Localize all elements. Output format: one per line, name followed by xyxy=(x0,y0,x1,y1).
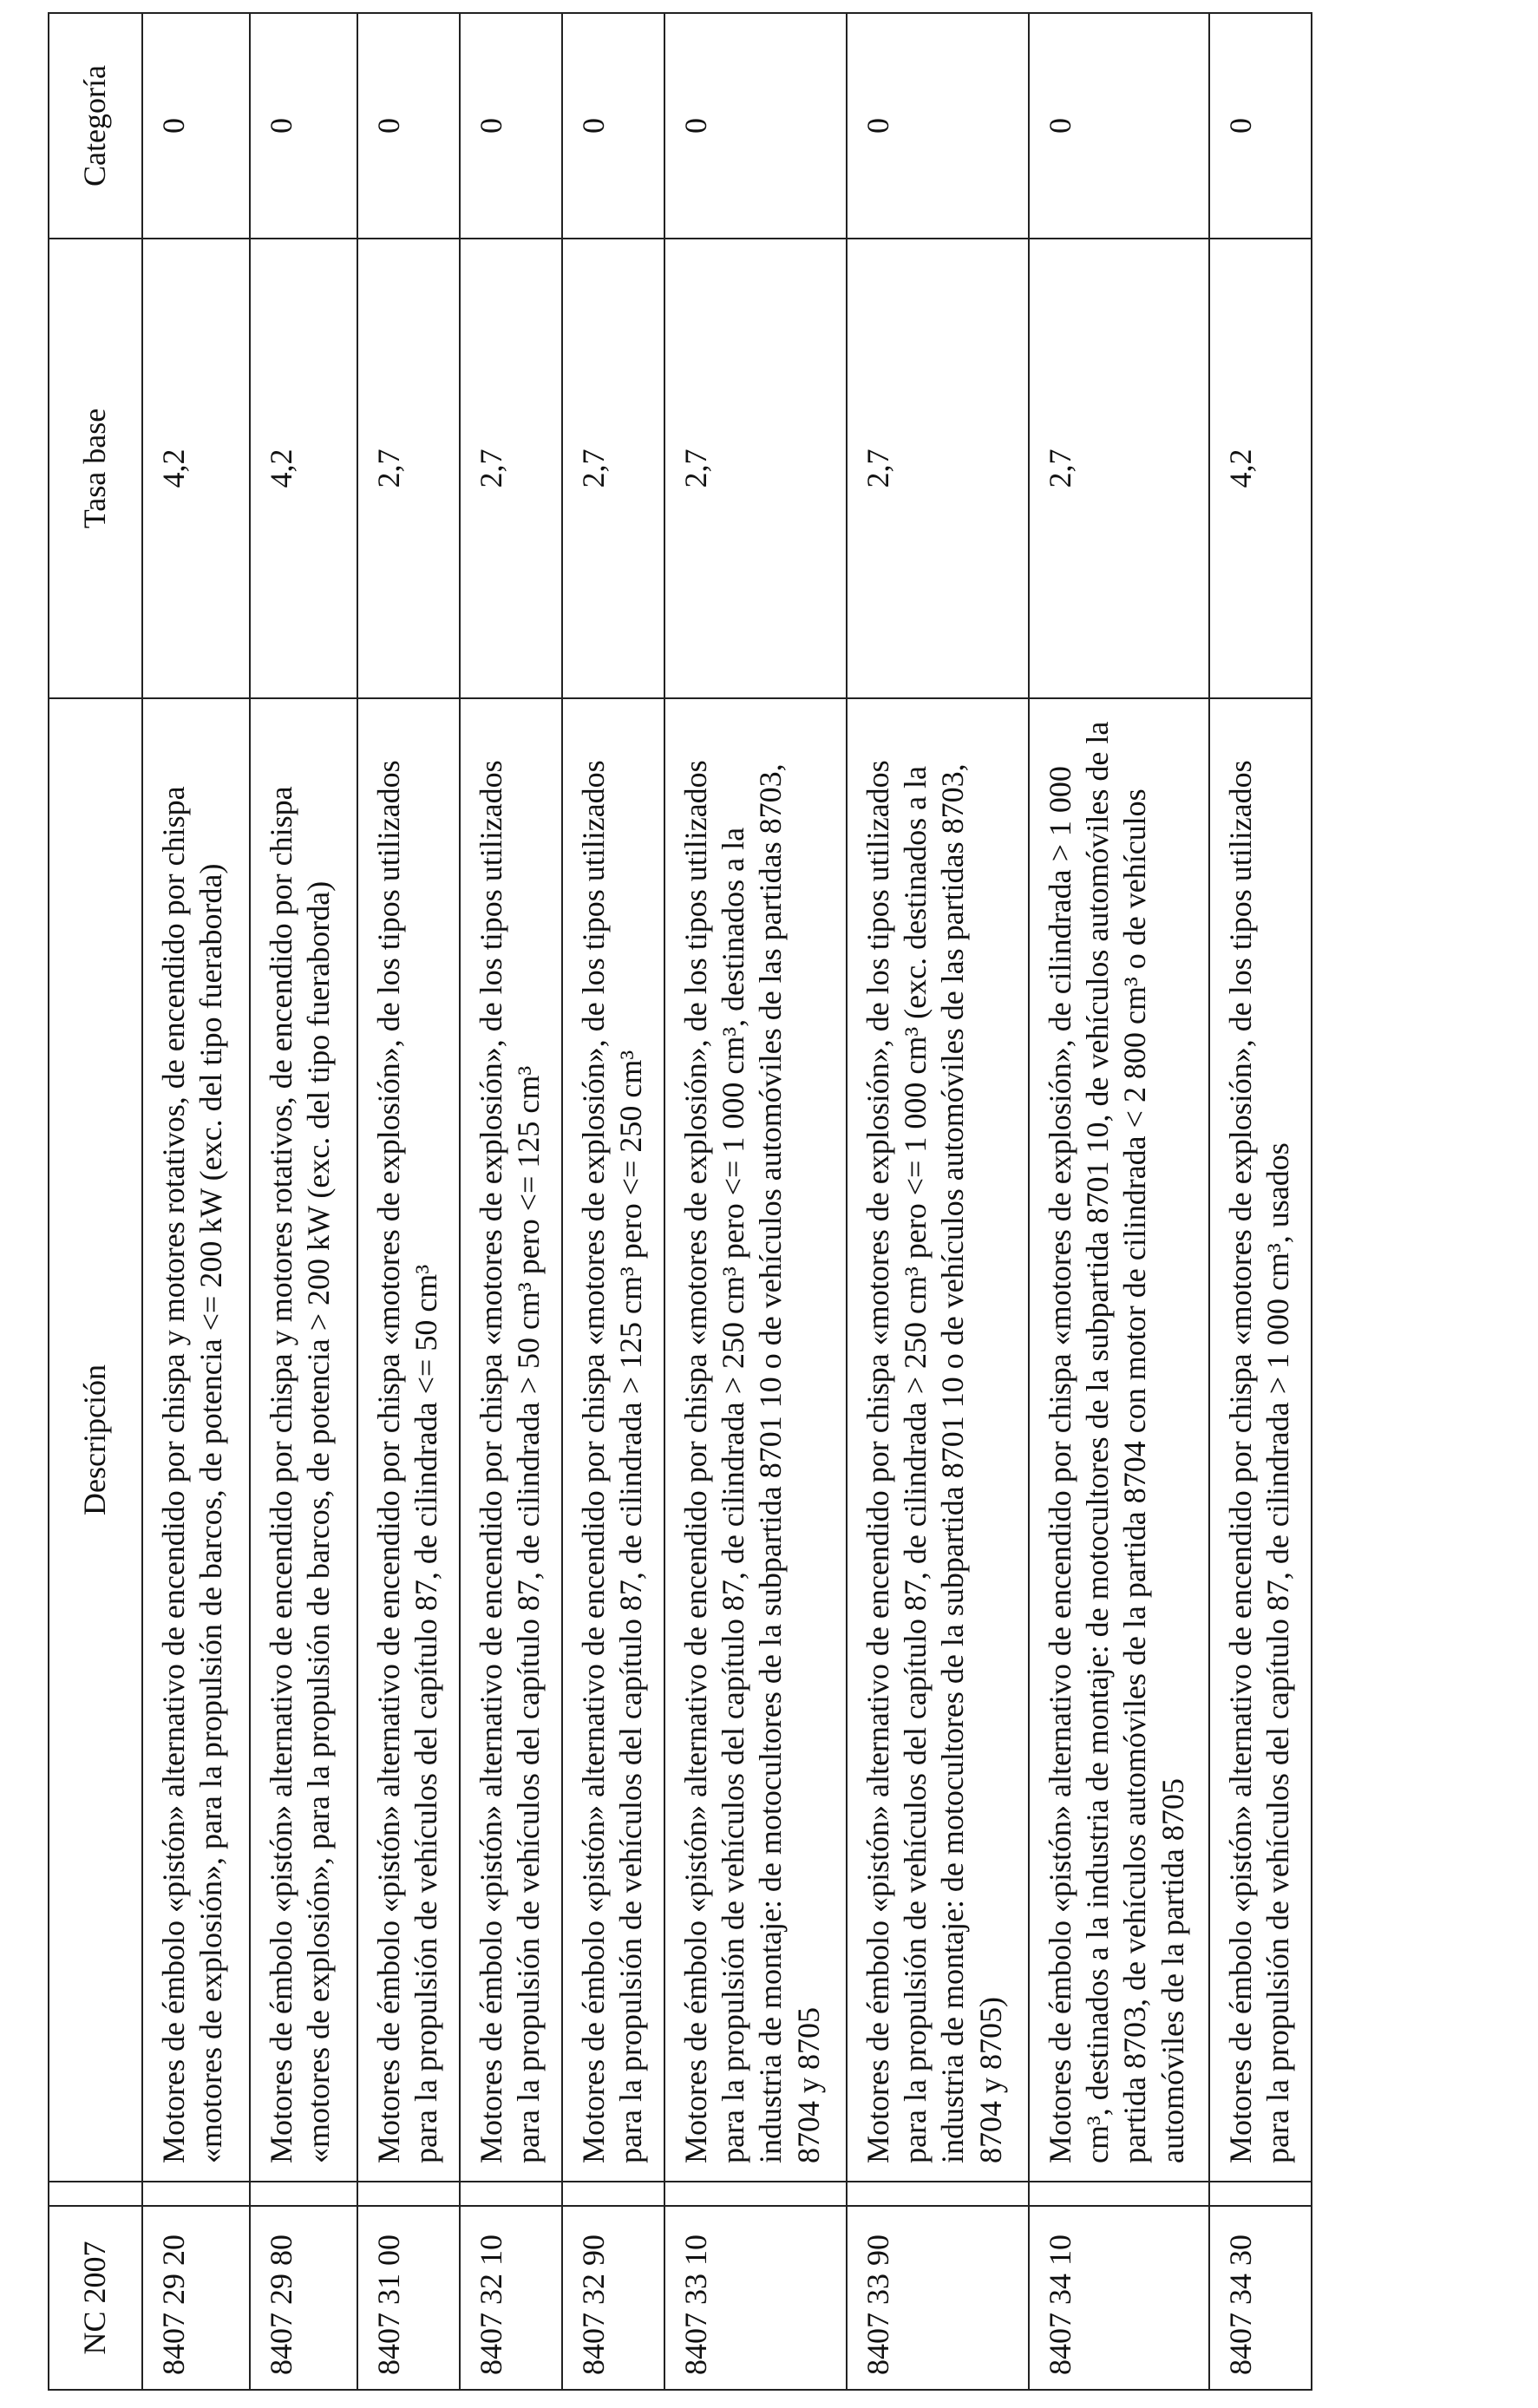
cell-category: 0 xyxy=(664,13,847,239)
header-spacer xyxy=(49,2182,142,2206)
table-row xyxy=(1209,13,1312,2390)
cell-category: 0 xyxy=(1029,13,1209,239)
cell-spacer xyxy=(1029,2182,1209,2206)
cell-rate: 2,7 xyxy=(847,239,1029,698)
table-row xyxy=(250,13,357,2390)
cell-rate: 2,7 xyxy=(460,239,562,698)
header-description: Descripción xyxy=(49,698,142,2182)
cell-category: 0 xyxy=(142,13,250,239)
cell-description: Motores de émbolo «pistón» alternativo de encendido por chispa «motores de explosión», de los tipos utilizados para la propulsión de vehículos del capítulo 87, de cilindrada > 125 cm³ pero <= 250 cm³ xyxy=(562,698,664,2182)
table-row xyxy=(460,13,562,2390)
cell-code: 8407 34 10 xyxy=(1029,2206,1209,2390)
cell-code: 8407 33 10 xyxy=(664,2206,847,2390)
cell-spacer xyxy=(460,2182,562,2206)
cell-description: Motores de émbolo «pistón» alternativo de encendido por chispa «motores de explosión», de cilindrada > 1 000 cm³, destinados a la industria de montaje: de motocultores de la subpartida 8701 10, de vehículos automóviles de la partida 8703, de vehículos automóviles de la partida 8704 con motor de cilindrada < 2 800 cm³ o de vehículos automóviles de la partida 8705 xyxy=(1029,698,1209,2182)
cell-spacer xyxy=(562,2182,664,2206)
cell-description: Motores de émbolo «pistón» alternativo de encendido por chispa «motores de explosión», de los tipos utilizados para la propulsión de vehículos del capítulo 87, de cilindrada > 1 000 cm³, usados xyxy=(1209,698,1312,2182)
cell-category: 0 xyxy=(460,13,562,239)
cell-rate: 4,2 xyxy=(142,239,250,698)
cell-description: Motores de émbolo «pistón» alternativo de encendido por chispa «motores de explosión», de los tipos utilizados para la propulsión de vehículos del capítulo 87, de cilindrada > 50 cm³ pero <= 125 cm³ xyxy=(460,698,562,2182)
cell-rate: 4,2 xyxy=(1209,239,1312,698)
cell-spacer xyxy=(142,2182,250,2206)
table-row xyxy=(664,13,847,2390)
table-row xyxy=(142,13,250,2390)
cell-code: 8407 33 90 xyxy=(847,2206,1029,2390)
rotated-table-container xyxy=(48,14,1296,2391)
tariff-table xyxy=(48,12,1312,2391)
cell-category: 0 xyxy=(250,13,357,239)
cell-code: 8407 31 00 xyxy=(357,2206,460,2390)
cell-category: 0 xyxy=(847,13,1029,239)
cell-description: Motores de émbolo «pistón» alternativo de encendido por chispa «motores de explosión», de los tipos utilizados para la propulsión de vehículos del capítulo 87, de cilindrada > 250 cm³ pero <= 1 000 cm³ (exc. destinados a la industria de montaje: de motocultores de la subpartida 8701 10 o de vehículos automóviles de las partidas 8703, 8704 y 8705) xyxy=(847,698,1029,2182)
cell-rate: 4,2 xyxy=(250,239,357,698)
cell-code: 8407 34 30 xyxy=(1209,2206,1312,2390)
table-header-row xyxy=(49,13,142,2390)
cell-spacer xyxy=(357,2182,460,2206)
header-category: Categoría xyxy=(49,13,142,239)
cell-rate: 2,7 xyxy=(1029,239,1209,698)
cell-description: Motores de émbolo «pistón» alternativo de encendido por chispa «motores de explosión», de los tipos utilizados para la propulsión de vehículos del capítulo 87, de cilindrada <= 50 cm³ xyxy=(357,698,460,2182)
cell-rate: 2,7 xyxy=(664,239,847,698)
cell-category: 0 xyxy=(1209,13,1312,239)
cell-code: 8407 32 90 xyxy=(562,2206,664,2390)
table-row xyxy=(357,13,460,2390)
cell-category: 0 xyxy=(562,13,664,239)
cell-code: 8407 29 80 xyxy=(250,2206,357,2390)
table-row xyxy=(1029,13,1209,2390)
cell-code: 8407 32 10 xyxy=(460,2206,562,2390)
cell-spacer xyxy=(1209,2182,1312,2206)
cell-spacer xyxy=(250,2182,357,2206)
table-row xyxy=(562,13,664,2390)
cell-rate: 2,7 xyxy=(562,239,664,698)
header-rate: Tasa base xyxy=(49,239,142,698)
cell-description: Motores de émbolo «pistón» alternativo de encendido por chispa y motores rotativos, de encendido por chispa «motores de explosión», para la propulsión de barcos, de potencia <= 200 kW (exc. del tipo fueraborda) xyxy=(142,698,250,2182)
cell-spacer xyxy=(664,2182,847,2206)
cell-description: Motores de émbolo «pistón» alternativo de encendido por chispa y motores rotativos, de encendido por chispa «motores de explosión», para la propulsión de barcos, de potencia > 200 kW (exc. del tipo fueraborda) xyxy=(250,698,357,2182)
cell-spacer xyxy=(847,2182,1029,2206)
cell-code: 8407 29 20 xyxy=(142,2206,250,2390)
cell-category: 0 xyxy=(357,13,460,239)
table-row xyxy=(847,13,1029,2390)
cell-rate: 2,7 xyxy=(357,239,460,698)
cell-description: Motores de émbolo «pistón» alternativo de encendido por chispa «motores de explosión», de los tipos utilizados para la propulsión de vehículos del capítulo 87, de cilindrada > 250 cm³ pero <= 1 000 cm³, destinados a la industria de montaje: de motocultores de la subpartida 8701 10 o de vehículos automóviles de las partidas 8703, 8704 y 8705 xyxy=(664,698,847,2182)
header-code: NC 2007 xyxy=(49,2206,142,2390)
